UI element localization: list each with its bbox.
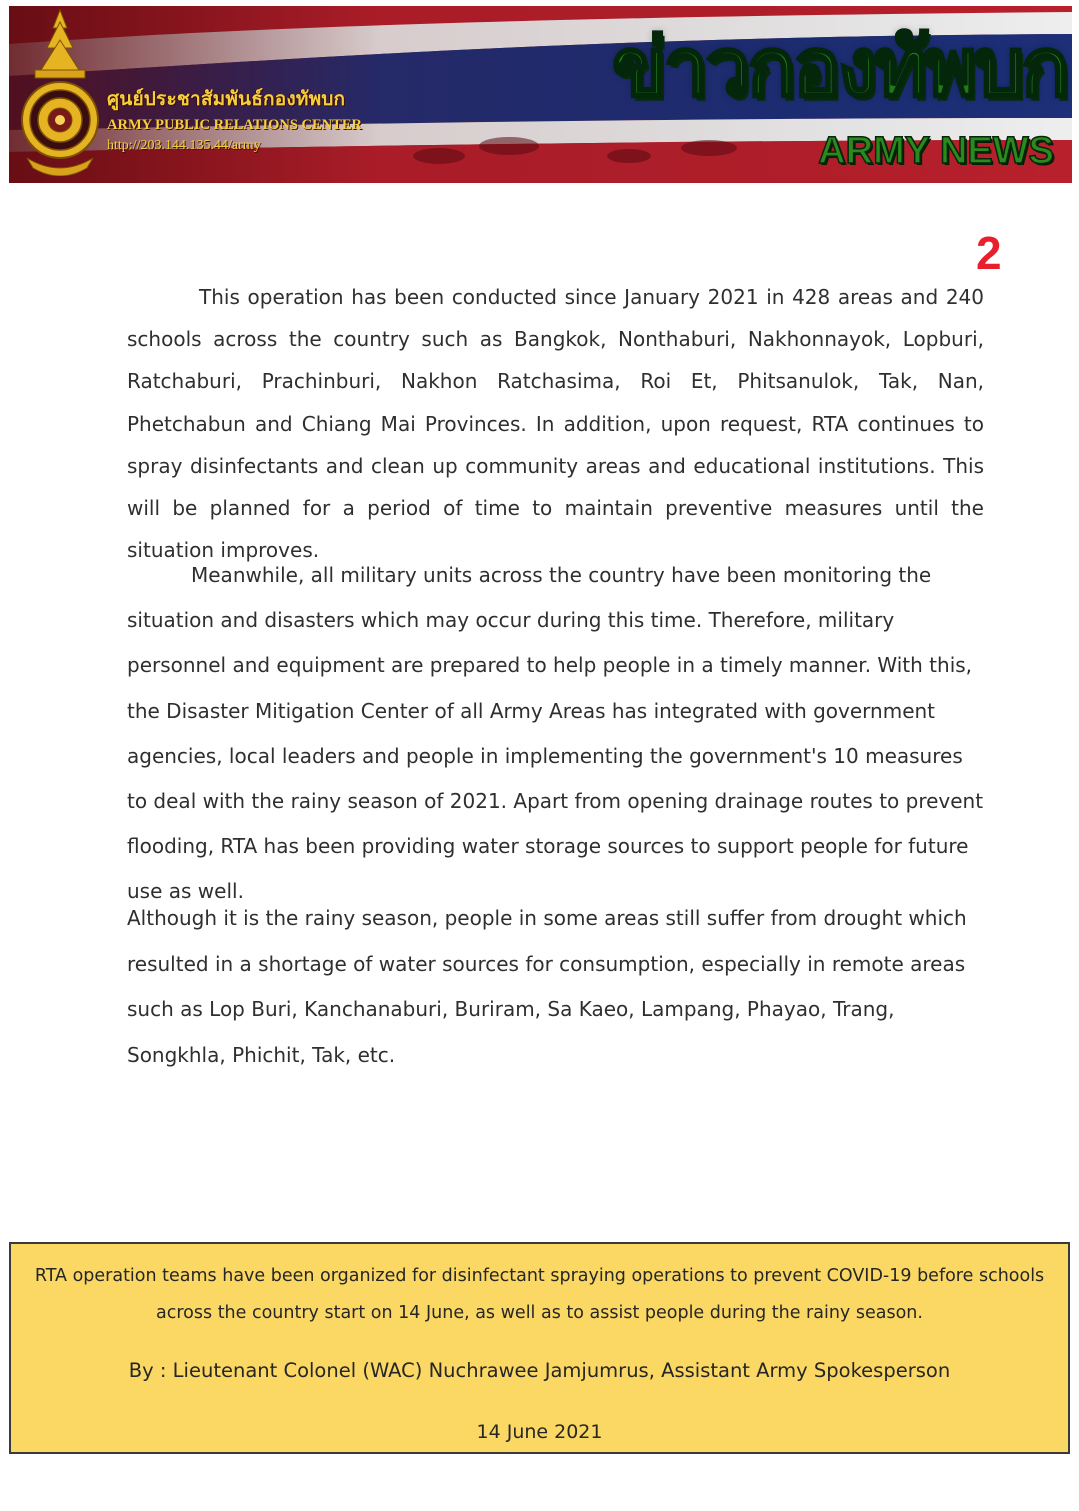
author-byline: By : Lieutenant Colonel (WAC) Nuchrawee Jamjumrus, Assistant Army Spokesperson (128, 1359, 951, 1382)
page-number: 2 (976, 227, 1002, 279)
body-paragraph-3 (127, 896, 967, 1078)
summary-text: RTA operation teams have been organized for disinfectant spraying operations to prevent COVID-19 before schools across the country start on 14 June, as well as to assist people during the rainy season. (34, 1266, 1045, 1323)
summary-box (9, 1242, 1070, 1454)
header-banner (9, 6, 1072, 183)
publication-date: 14 June 2021 (476, 1421, 603, 1443)
newsletter-title-english: ARMY NEWS (818, 130, 1054, 172)
org-url[interactable]: http://203.144.135.44/army (107, 138, 261, 153)
org-name-thai: ศูนย์ประชาสัมพันธ์กองทัพบก (107, 88, 346, 110)
org-name-english: ARMY PUBLIC RELATIONS CENTER (107, 117, 362, 133)
body-paragraph-2 (127, 553, 987, 915)
organization-block (107, 84, 407, 154)
newsletter-title-thai: ข่าวกองทัพบก (612, 21, 1067, 114)
body-paragraph-1 (127, 276, 984, 571)
paragraph-text: This operation has been conducted since January 2021 in 428 areas and 240 schools across the country such as Bangkok, Nonthaburi, Nakhonnayok, Lopburi, Ratchaburi, Prachinburi, Nakhon Ratchasima, Roi Et, Phitsanulok, Tak, Nan, Phetchabun and Chiang Mai Provinces. In addition, upon request, RTA continues to spray disinfectants and clean up community areas and educational institutions. This will be planned for a period of time to maintain preventive measures until the situation improves. (127, 285, 984, 563)
paragraph-text: Meanwhile, all military units across the country have been monitoring the situation and disasters which may occur during this time. Therefore, military personnel and equipment are prepared to help people in a timely manner. With this, the Disaster Mitigation Center of all Army Areas has integrated with government agencies, local leaders and people in implementing the government's 10 measures to deal with the rainy season of 2021. Apart from opening drainage routes to prevent flooding, RTA has been providing water storage sources to support people for future use as well. (127, 563, 984, 904)
army-emblem-logo (17, 8, 103, 176)
paragraph-text: Although it is the rainy season, people in some areas still suffer from drought which resulted in a shortage of water sources for consumption, especially in remote areas such as Lop Buri, Kanchanaburi, Buriram, Sa Kaeo, Lampang, Phayao, Trang, Songkhla, Phichit, Tak, etc. (127, 906, 967, 1067)
